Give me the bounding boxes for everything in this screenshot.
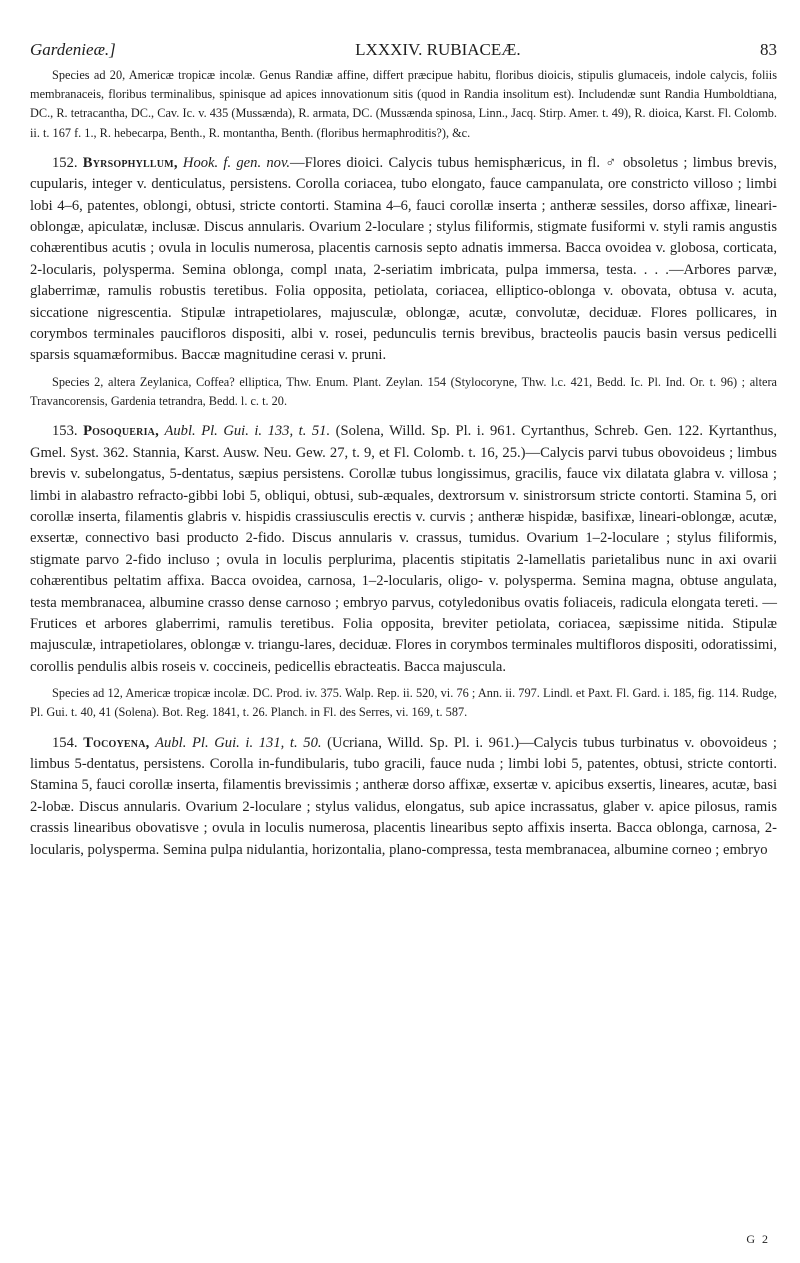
entry-number: 153. (52, 423, 78, 440)
species-note: Species ad 12, Americæ tropicæ incolæ. DC. Prod. iv. 375. Walp. Rep. ii. 520, vi. 76 ; Ann. ii. 797. Lindl. et Paxt. Fl. Gard. i. 185, fig. 114. Rudge, Pl. Gui. t. 40, 41 (Solena). Bot. Reg. 1841, t. 26. Planch. in Fl. des Serres, vi. 169, t. 587. (30, 686, 777, 720)
species-note: Species 2, altera Zeylanica, Coffea? elliptica, Thw. Enum. Plant. Zeylan. 154 (Stylocoryne, Thw. l.c. 421, Bedd. Ic. Pl. Ind. Or. t. 96) ; altera Travancorensis, Gardenia tetrandra, Bedd. l. c. t. 20. (30, 374, 777, 409)
genus-entry-152 (30, 153, 777, 411)
entry-body: (Solena, Willd. Sp. Pl. i. 961. Cyrtanthus, Schreb. Gen. 122. Kyrtanthus, Gmel. Syst. 362. Stannia, Karst. Ausw. Neu. Gew. 27, t. 9, et Fl. Colomb. t. 16, 25.)—Calycis parvi tubus obovoideus ; limbus brevis v. subelongatus, 5-dentatus, sæpius persistens. Corollæ tubus longissimus, gracilis, fauce vix dilatata glabra v. villosa ; limbi in alabastro refracto-gibbi lobi 5, obliqui, obtusi, sub-æquales, dextrorsum v. sinistrorsum stricte contorti. Stamina 5, ori corollæ inserta, filamentis glabris v. hispidis crassiusculis erectis v. curvis ; antheræ hispidæ, basifixæ, lineari-oblongæ, acutæ, exsertæ, connectivo basi producto 2-fido. Discus annularis v. crassus, tumidus. Ovarium 1–2-loculare ; stylus filiformis, stigmate parvo 2-fido incluso ; ovula in loculis perplurima, placentis stipitatis 2-lamellatis parietalibus nunc in axi ovarii cohærentibus peltatim affixa. Bacca ovoidea, carnosa, 1–2-locularis, oligo- v. polysperma. Semina magna, obtuse angulata, testa membranacea, albumine crasso dense carnoso ; embryo parvus, cotyledonibus ovatis foliaceis, radicula elongata tereti. —Frutices et arbores glaberrimi, ramulis teretibus. Folia opposita, breviter petiolata, coriacea, sæpissime nitida. Stipulæ majusculæ, intrapetiolares, oblongæ v. triangu-lares, deciduæ. Flores in corymbos terminales multifloros dispositi, odoratissimi, corollis pendulis albis roseis v. coccineis, pedicellis ebracteatis. Bacca majuscula. (30, 423, 777, 675)
entry-number: 154. (52, 734, 78, 751)
running-header (30, 40, 777, 66)
entry-description (30, 421, 777, 678)
genus-authority: Aubl. Pl. Gui. i. 133, t. 51. (164, 423, 331, 440)
entry-body: (Ucriana, Willd. Sp. Pl. i. 961.)—Calycis tubus turbinatus v. obovoideus ; limbus 5-dentatus, persistens. Corolla in-fundibularis, tubo gracili, fauce nuda ; limbi lobi 5, patentes, obtusi, stricte contorti. Stamina 5, fauci corollæ inserta, filamentis brevissimis ; antheræ dorso affixæ, exsertæ v. apicibus exsertis, lineares, acutæ, basi 2-lobæ. Discus annularis. Ovarium 2-loculare ; stylus validus, elongatus, sub apice incrassatus, glaber v. apice pilosus, ramis crassis linearibus obovatisve ; ovula in loculis numerosa, placentis linearibus septo affixis inserta. Bacca oblonga, carnosa, 2-locularis, polysperma. Semina pulpa nidulantia, horizontalia, plano-compressa, testa membranacea, albumine corneo ; embryo (30, 734, 777, 858)
entry-description (30, 153, 777, 367)
entry-body: —Flores dioici. Calycis tubus hemisphæricus, in fl. ♂ obsoletus ; limbus brevis, cupularis, integer v. denticulatus, persistens. Corolla coriacea, tubo elongato, fauce campanulata, ore constricto villoso ; limbi lobi 4–6, patentes, oblongi, obtusi, stricte contorti. Stamina 4–6, fauci corollæ inserta ; antheræ sessiles, dorso affixæ, lineari-oblongæ, apiculatæ, inclusæ. Discus annularis. Ovarium 2-loculare ; stylus filiformis, stigmate fusiformi v. styli ramis angustis cohærentibus acutis ; ovula in loculis numerosa, placentis carnosis septo adnatis immersa. Bacca ovoidea v. globosa, corticata, 2-locularis, polysperma. Semina oblonga, compl ınata, 2-seriatim imbricata, pulpa immersa, testa. . . .—Arbores parvæ, glaberrimæ, ramulis robustis teretibus. Folia opposita, petiolata, coriacea, elliptico-oblonga v. obovata, obtusa v. acuta, siccatione nigrescentia. Stipulæ intrapetiolares, majusculæ, oblongæ, acutæ, convolutæ, deciduæ. Flores pollicares, in corymbos terminales paucifloros dispositi, albi v. rosei, pedunculis ternis brevibus, bracteolis paucis basin versus pedicelli sparsis squamæformibus. Baccæ magnitudine cerasi v. pruni. (30, 154, 777, 364)
header-section: Gardenieæ.] (30, 40, 116, 59)
genus-entry-154 (30, 733, 777, 861)
genus-name: Posoqueria, (83, 423, 159, 440)
intro-note: Species ad 20, Americæ tropicæ incolæ. Genus Randiæ affine, differt præcipue habitu, floribus dioicis, stipulis glumaceis, indole calycis, foliis membranaceis, floribus terminalibus, spinisque ad apices innovationum sitis (quod in Randia insolitum est). Includendæ sunt Randia Humboldtiana, DC., R. tetracantha, DC., Cav. Ic. v. 435 (Mussænda), R. armata, DC. (Mussænda spinosa, Linn., Jacq. Stirp. Amer. t. 49), R. dioica, Karst. Fl. Colomb. ii. t. 167 f. 1., R. hebecarpa, Benth., R. montantha, Benth. (floribus hermaphroditis?), &c. (30, 68, 777, 140)
genus-name: Tocoyena, (83, 734, 150, 751)
entry-number: 152. (52, 154, 78, 171)
printer-signature: G 2 (746, 1232, 770, 1246)
genus-authority: Hook. f. gen. nov. (182, 154, 290, 171)
entry-description (30, 733, 777, 861)
page (30, 40, 777, 861)
genus-name: Byrsophyllum, (82, 154, 178, 171)
page-number: 83 (759, 40, 777, 59)
header-title: LXXXIV. RUBIACEÆ. (355, 40, 521, 59)
genus-entry-153 (30, 421, 777, 722)
genus-authority: Aubl. Pl. Gui. i. 131, t. 50. (155, 734, 322, 751)
